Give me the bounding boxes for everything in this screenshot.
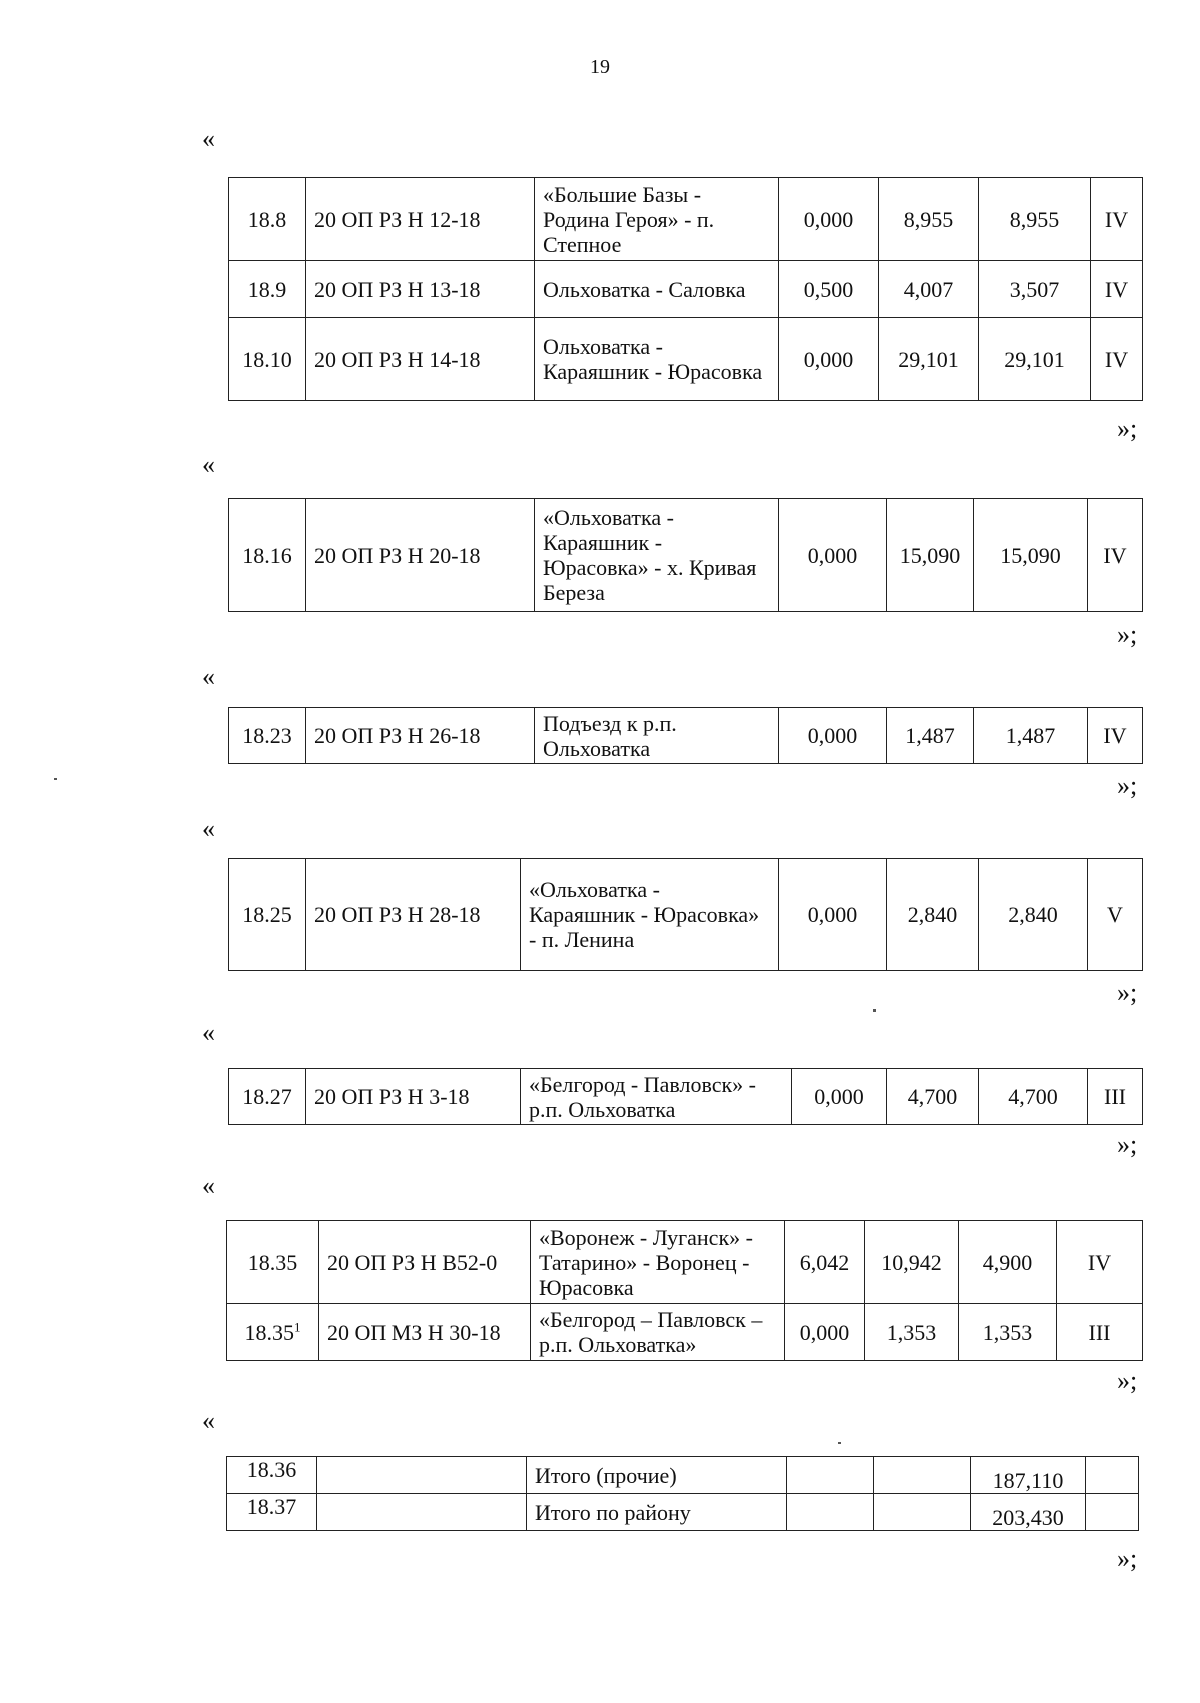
open-quote: « (202, 1406, 215, 1435)
length-km: 4,700 (979, 1069, 1088, 1125)
row-number: 18.27 (229, 1069, 306, 1125)
road-category: III (1088, 1069, 1143, 1125)
row-number-text: 18.35 (244, 1319, 294, 1345)
start-km: 0,000 (779, 178, 879, 261)
close-quote: »; (1117, 978, 1138, 1007)
road-table (226, 1456, 1139, 1531)
road-code: 20 ОП РЗ Н 28-18 (306, 859, 521, 971)
road-table (228, 1068, 1143, 1125)
table-row (227, 1457, 1139, 1494)
length-km: 4,900 (959, 1221, 1057, 1304)
road-category: IV (1057, 1221, 1143, 1304)
road-name: «Белгород – Павловск – р.п. Ольховатка» (531, 1304, 785, 1361)
close-quote: »; (1117, 1130, 1138, 1159)
road-category: III (1057, 1304, 1143, 1361)
length-km: 187,110 (971, 1457, 1086, 1494)
road-code (317, 1494, 527, 1531)
length-km: 2,840 (979, 859, 1088, 971)
close-quote: »; (1117, 1544, 1138, 1573)
end-km: 1,487 (887, 708, 974, 764)
road-table (226, 1220, 1143, 1361)
start-km: 0,000 (792, 1069, 887, 1125)
road-name: Подъезд к р.п. Ольховатка (535, 708, 779, 764)
road-code: 20 ОП МЗ Н 30-18 (319, 1304, 531, 1361)
end-km: 10,942 (865, 1221, 959, 1304)
road-category (1086, 1457, 1139, 1494)
road-code: 20 ОП РЗ Н 14-18 (306, 318, 535, 401)
end-km: 4,007 (879, 261, 979, 318)
road-category: IV (1088, 708, 1143, 764)
start-km: 0,000 (779, 708, 887, 764)
road-table (228, 177, 1143, 401)
open-quote: « (202, 124, 215, 153)
length-km: 15,090 (974, 499, 1088, 612)
table-row (229, 708, 1143, 764)
close-quote: »; (1117, 771, 1138, 800)
road-name: «Большие Базы - Родина Героя» - п. Степное (535, 178, 779, 261)
start-km (787, 1457, 874, 1494)
road-code: 20 ОП РЗ Н 3-18 (306, 1069, 521, 1125)
road-name: «Белгород - Павловск» - р.п. Ольховатка (521, 1069, 792, 1125)
table-row (227, 1221, 1143, 1304)
open-quote: « (202, 814, 215, 843)
road-category: IV (1091, 178, 1143, 261)
table-row (229, 859, 1143, 971)
table-row (229, 1069, 1143, 1125)
row-number (227, 1304, 319, 1361)
road-category: IV (1088, 499, 1143, 612)
end-km: 8,955 (879, 178, 979, 261)
table-row (229, 318, 1143, 401)
row-number: 18.8 (229, 178, 306, 261)
road-category: IV (1091, 318, 1143, 401)
row-number: 18.9 (229, 261, 306, 318)
road-code: 20 ОП РЗ Н 26-18 (306, 708, 535, 764)
road-code (317, 1457, 527, 1494)
start-km (787, 1494, 874, 1531)
road-table (228, 707, 1143, 764)
row-number: 18.36 (227, 1457, 317, 1494)
road-table (228, 498, 1143, 612)
end-km: 15,090 (887, 499, 974, 612)
open-quote: « (202, 1018, 215, 1047)
length-km: 1,353 (959, 1304, 1057, 1361)
road-name: Итого по району (527, 1494, 787, 1531)
road-name: Ольховатка - Саловка (535, 261, 779, 318)
open-quote: « (202, 1171, 215, 1200)
open-quote: « (202, 450, 215, 479)
length-km: 203,430 (971, 1494, 1086, 1531)
road-category: IV (1091, 261, 1143, 318)
close-quote: »; (1117, 414, 1138, 443)
table-row (227, 1494, 1139, 1531)
end-km (874, 1494, 971, 1531)
close-quote: »; (1117, 1366, 1138, 1395)
end-km: 2,840 (887, 859, 979, 971)
table-row (229, 261, 1143, 318)
end-km: 29,101 (879, 318, 979, 401)
length-km: 1,487 (974, 708, 1088, 764)
road-code: 20 ОП РЗ Н 12-18 (306, 178, 535, 261)
road-code: 20 ОП РЗ Н 13-18 (306, 261, 535, 318)
length-km: 8,955 (979, 178, 1091, 261)
end-km: 4,700 (887, 1069, 979, 1125)
close-quote: »; (1117, 620, 1138, 649)
road-name: «Ольховатка - Караяшник - Юрасовка» - п. Ленина (521, 859, 779, 971)
row-number: 18.16 (229, 499, 306, 612)
road-category (1086, 1494, 1139, 1531)
row-number: 18.35 (227, 1221, 319, 1304)
table-row (229, 499, 1143, 612)
scan-speck (54, 778, 57, 780)
road-name: «Ольховатка - Караяшник - Юрасовка» - х. Кривая Береза (535, 499, 779, 612)
row-number: 18.10 (229, 318, 306, 401)
row-number: 18.23 (229, 708, 306, 764)
length-km: 29,101 (979, 318, 1091, 401)
end-km: 1,353 (865, 1304, 959, 1361)
page-number: 19 (590, 56, 610, 78)
length-km: 3,507 (979, 261, 1091, 318)
start-km: 0,000 (785, 1304, 865, 1361)
start-km: 0,000 (779, 859, 887, 971)
start-km: 6,042 (785, 1221, 865, 1304)
table-row (229, 178, 1143, 261)
start-km: 0,500 (779, 261, 879, 318)
start-km: 0,000 (779, 499, 887, 612)
scan-speck (873, 1009, 876, 1012)
row-number-superscript: 1 (294, 1319, 301, 1335)
road-name: Ольховатка - Караяшник - Юрасовка (535, 318, 779, 401)
road-code: 20 ОП РЗ Н В52-0 (319, 1221, 531, 1304)
row-number: 18.37 (227, 1494, 317, 1531)
row-number: 18.25 (229, 859, 306, 971)
scan-speck (838, 1442, 841, 1444)
road-category: V (1088, 859, 1143, 971)
table-row (227, 1304, 1143, 1361)
open-quote: « (202, 662, 215, 691)
start-km: 0,000 (779, 318, 879, 401)
road-table (228, 858, 1143, 971)
road-name: Итого (прочие) (527, 1457, 787, 1494)
end-km (874, 1457, 971, 1494)
road-code: 20 ОП РЗ Н 20-18 (306, 499, 535, 612)
road-name: «Воронеж - Луганск» - Татарино» - Воронец - Юрасовка (531, 1221, 785, 1304)
